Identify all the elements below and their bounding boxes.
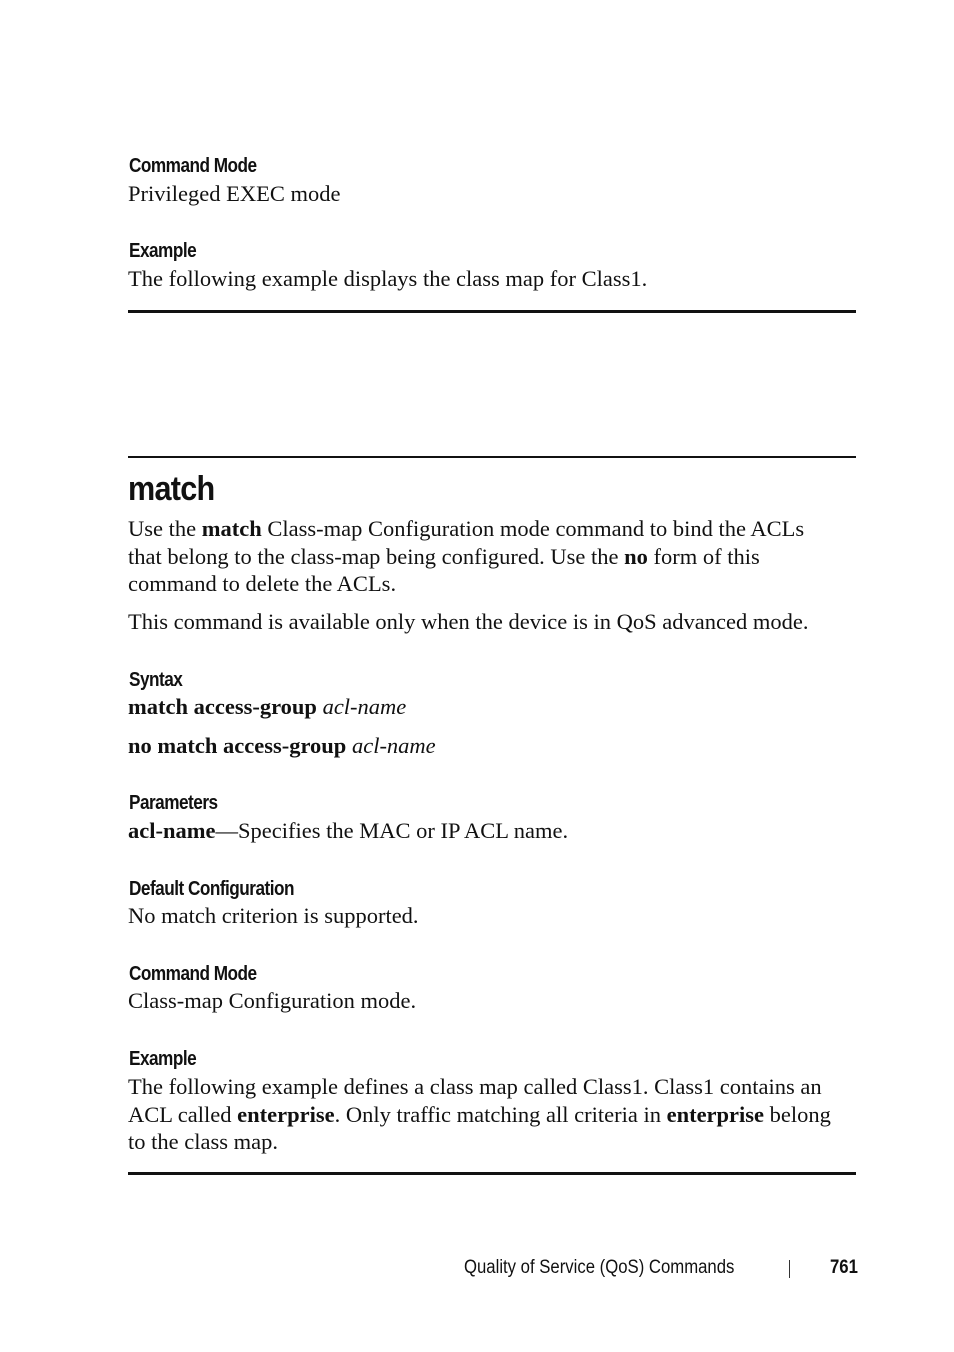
footer-separator — [789, 1260, 790, 1278]
example-text: The following example displays the class map for Class1. — [128, 266, 648, 291]
parameters-heading: Parameters — [129, 792, 218, 814]
default-configuration-text: No match criterion is supported. — [128, 903, 419, 928]
title-rule — [128, 456, 856, 458]
page-number: 761 — [830, 1257, 858, 1278]
command-mode-heading-2: Command Mode — [129, 963, 257, 985]
example-paragraph: The following example defines a class map called Class1. Class1 contains an ACL called enterprise. Only traffic matching all criteria in enterprise belong to the class map. — [128, 1074, 831, 1154]
syntax-line-2: no match access-group acl-name — [128, 733, 436, 758]
command-mode-text: Privileged EXEC mode — [128, 181, 341, 206]
example-heading: Example — [129, 240, 197, 262]
default-configuration-heading: Default Configuration — [129, 878, 294, 900]
section-end-divider — [128, 1172, 856, 1175]
section-divider — [128, 310, 856, 313]
parameter-acl-name: acl-name—Specifies the MAC or IP ACL name. — [128, 818, 569, 843]
command-title: match — [128, 470, 215, 508]
example-heading-2: Example — [129, 1048, 197, 1070]
footer-section-title: Quality of Service (QoS) Commands — [464, 1257, 735, 1278]
availability-note: This command is available only when the device is in QoS advanced mode. — [128, 609, 809, 634]
command-mode-text-2: Class-map Configuration mode. — [128, 988, 417, 1013]
intro-paragraph: Use the match Class-map Configuration mode command to bind the ACLs that belong to the class-map being configured. Use the no form of this command to delete the ACLs. — [128, 516, 805, 596]
syntax-heading: Syntax — [129, 669, 183, 691]
command-mode-heading: Command Mode — [129, 155, 257, 177]
syntax-line-1: match access-group acl-name — [128, 694, 407, 719]
